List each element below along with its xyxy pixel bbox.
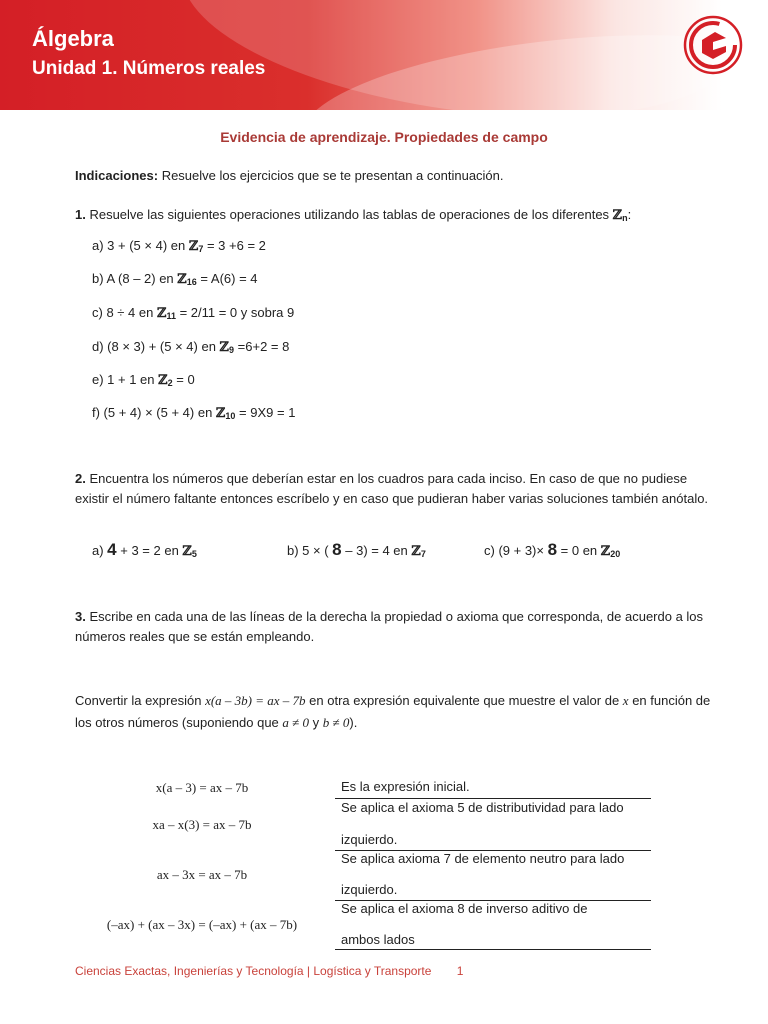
integers-symbol: ℤ: [158, 373, 168, 388]
item-answer: =6+2 = 8: [234, 339, 290, 354]
modulus-subscript: 16: [186, 277, 197, 287]
question-2-prompt: [75, 469, 715, 509]
question-number: 2.: [75, 471, 86, 486]
modulus-subscript: 2: [167, 378, 173, 388]
page-number: 1: [456, 964, 464, 978]
item-answer: = 0: [172, 372, 195, 387]
modulus-subscript: 10: [225, 411, 236, 421]
item-answer: = 9X9 = 1: [235, 405, 296, 420]
item-text: + 3 = 2 en: [116, 543, 183, 558]
answer-line: [335, 949, 651, 950]
math-expression: x(a – 3b) = ax – 7b: [205, 693, 306, 708]
paragraph-text: en otra expresión equivalente que muestre el valor de: [305, 693, 623, 708]
paragraph-text: Convertir la expresión: [75, 693, 206, 708]
q1-item-c: [92, 305, 294, 321]
document-title: Evidencia de aprendizaje. Propiedades de campo: [220, 129, 548, 145]
header-banner: [0, 0, 768, 110]
item-text: b) A (8 – 2) en: [92, 271, 178, 286]
step-expression: ax – 3x = ax – 7b: [156, 867, 248, 882]
step-description: Se aplica axioma 7 de elemento neutro para lado: [341, 851, 625, 866]
filled-answer: 4: [107, 540, 117, 559]
integers-symbol: ℤ: [182, 544, 192, 559]
instructions: [75, 166, 715, 186]
convert-instruction: [75, 690, 715, 734]
math-variable: x: [622, 693, 629, 708]
item-text: – 3) = 4 en: [341, 543, 412, 558]
integers-symbol: ℤ: [219, 340, 230, 355]
item-answer: = 3 +6 = 2: [203, 238, 266, 253]
step-expression: x(a – 3) = ax – 7b: [155, 780, 249, 795]
modulus-subscript: 11: [166, 311, 176, 321]
q1-item-a: [92, 238, 266, 254]
integers-symbol: ℤ: [188, 239, 199, 254]
step-expression: xa – x(3) = ax – 7b: [152, 817, 252, 832]
step-description: Se aplica el axioma 5 de distributividad para lado: [341, 800, 624, 815]
modulus-subscript: 20: [610, 549, 621, 559]
item-text: c) 8 ÷ 4 en: [92, 305, 157, 320]
q1-item-d: [92, 339, 289, 355]
integers-symbol: ℤ: [177, 272, 187, 287]
filled-answer: 8: [332, 540, 342, 559]
q2-item-b: [287, 540, 426, 560]
page-footer: [75, 964, 463, 978]
paragraph-text: en función de los otros números (suponiendo que: [75, 693, 711, 730]
question-1-prompt: 1. Resuelve las siguientes operaciones utilizando las tablas de operaciones de los diferentes ℤ$_n$:: [75, 207, 632, 223]
q1-item-f: [92, 405, 295, 421]
subscript: n: [622, 213, 628, 223]
modulus-subscript: 7: [198, 244, 204, 254]
answer-line: [335, 798, 651, 799]
modulus-subscript: 7: [420, 549, 426, 559]
item-text: f) (5 + 4) × (5 + 4) en: [92, 405, 216, 420]
question-text: Encuentra los números que deberían estar en los cuadros para cada inciso. En caso de que no pudiese existir el número faltante entonces escríbelo y en caso que pudieran haber varias soluciones también anótalo.: [75, 471, 709, 506]
integers-symbol: ℤ: [600, 544, 611, 559]
q2-item-c: [484, 540, 620, 560]
step-description: Se aplica el axioma 8 de inverso aditivo de: [341, 901, 588, 916]
q1-item-e: [92, 372, 195, 388]
integers-symbol: ℤ: [411, 544, 421, 559]
instructions-label: Indicaciones:: [75, 168, 159, 183]
question-3-prompt: [75, 607, 715, 647]
modulus-subscript: 5: [191, 549, 197, 559]
modulus-subscript: 9: [229, 345, 235, 355]
item-answer: = 2/11 = 0 y sobra 9: [175, 305, 295, 320]
question-number: 3.: [75, 609, 86, 624]
item-text: e) 1 + 1 en: [92, 372, 159, 387]
q2-item-a: [92, 540, 197, 560]
item-text: = 0 en: [557, 543, 601, 558]
question-number: 1.: [75, 207, 86, 222]
paragraph-text: y: [309, 715, 323, 730]
step-description-cont: ambos lados: [341, 932, 415, 947]
integers-symbol: ℤ: [612, 208, 623, 223]
q1-item-b: [92, 271, 258, 287]
question-text: Resuelve las siguientes operaciones utilizando las tablas de operaciones de los diferentes: [85, 207, 613, 222]
item-text: a) 3 + (5 × 4) en: [92, 238, 189, 253]
step-description-cont: izquierdo.: [341, 882, 398, 897]
item-answer: = A(6) = 4: [196, 271, 258, 286]
integers-symbol: ℤ: [215, 406, 226, 421]
integers-symbol: ℤ: [156, 306, 167, 321]
step-expression: (–ax) + (ax – 3x) = (–ax) + (ax – 7b): [106, 917, 298, 932]
math-condition: b ≠ 0: [322, 715, 350, 730]
item-text: b) 5 × (: [287, 543, 333, 558]
filled-answer: 8: [547, 540, 558, 559]
paragraph-text: ).: [349, 715, 358, 730]
unit-title: Unidad 1. Números reales: [32, 58, 266, 79]
question-text: Escribe en cada una de las líneas de la derecha la propiedad o axioma que corresponda, de acuerdo a los números reales que se están empleando.: [75, 609, 704, 644]
course-title: Álgebra: [32, 26, 114, 51]
step-description: Es la expresión inicial.: [341, 779, 470, 794]
footer-text: Ciencias Exactas, Ingenierías y Tecnología | Logística y Transporte: [75, 964, 432, 978]
item-text: c) (9 + 3)×: [484, 543, 548, 558]
item-text: a): [92, 543, 108, 558]
item-text: d) (8 × 3) + (5 × 4) en: [92, 339, 220, 354]
math-condition: a ≠ 0: [282, 715, 310, 730]
step-description-cont: izquierdo.: [341, 832, 398, 847]
university-logo-icon: [682, 14, 744, 76]
instructions-text: Resuelve los ejercicios que se te presentan a continuación.: [158, 168, 504, 183]
